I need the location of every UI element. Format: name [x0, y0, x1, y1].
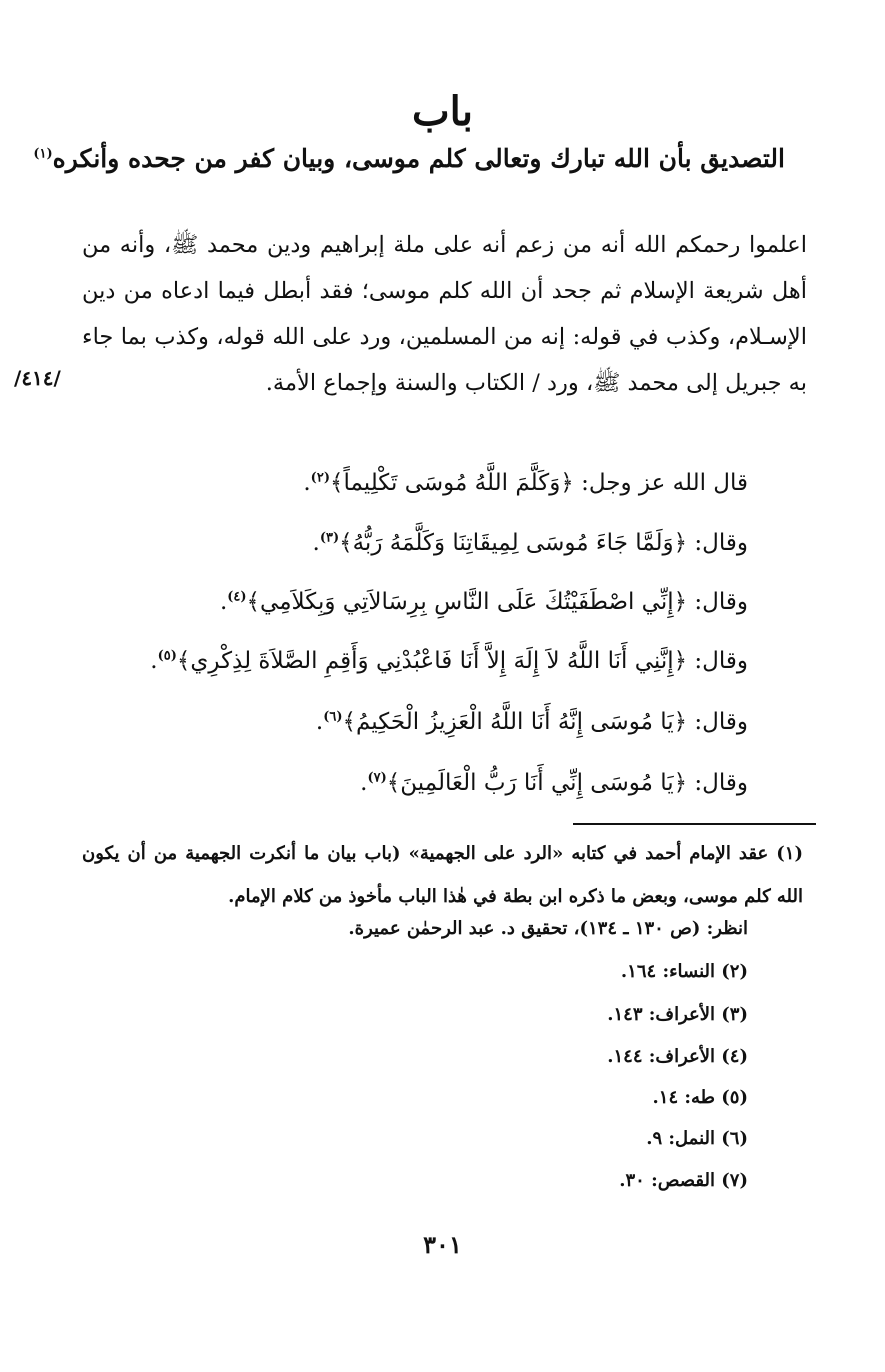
body-paragraph: اعلموا رحمكم الله أنه من زعم أنه على ملة إبراهيم ودين محمد ﷺ، وأنه من أهل شريعة الإسلام ثم جحد أن الله كلم موسى؛ فقد أبطل فيما ادعاه من دين الإسـلام، وكذب في قوله: إنه من المسلمين، ورد على الله قوله، وكذب بما جاء به جبريل إلى محمد ﷺ، ورد / الكتاب والسنة وإجماع الأمة.: [82, 232, 807, 396]
quran-quote: وقال: ﴿وَلَمَّا جَاءَ مُوسَى لِمِيقَاتِنَا وَكَلَّمَهُ رَبُّهُ﴾$^{(٣)}$.: [312, 530, 748, 556]
footnote-1: (١) عقد الإمام أحمد في كتابه «الرد على الجهمية» (باب بيان ما أنكرت الجهمية من أن يكون الله كلم موسى، وبعض ما ذكره ابن بطة في هٰذا الباب مأخوذ من كلام الإمام.: [82, 843, 803, 907]
footnote-2: (٢) النساء: ١٦٤.: [620, 961, 748, 982]
footnote-marker: (٧): [367, 770, 387, 786]
quote-text: وقال: ﴿وَلَمَّا جَاءَ مُوسَى لِمِيقَاتِنَا وَكَلَّمَهُ رَبُّهُ﴾: [339, 530, 748, 556]
footnote-6: (٦) النمل: ٩.: [646, 1128, 748, 1149]
footnote-7: (٧) القصص: ٣٠.: [619, 1170, 748, 1191]
footnote-marker: (٤): [227, 589, 247, 605]
chapter-heading: باب: [412, 88, 473, 135]
quran-quote: وقال: ﴿إِنِّي اصْطَفَيْتُكَ عَلَى النَّاسِ بِرِسَالاَتِي وَبِكَلاَمِي﴾$^{(٤)}$.: [219, 589, 748, 615]
footnote-3: (٣) الأعراف: ١٤٣.: [607, 1004, 748, 1025]
quran-quote: وقال: ﴿إِنَّنِي أَنَا اللَّهُ لاَ إِلَهَ إِلاَّ أَنَا فَاعْبُدْنِي وَأَقِمِ الصَّلاَةَ لِذِكْرِي﴾$^{(٥)}$.: [150, 648, 748, 674]
quote-text: قال الله عز وجل: ﴿وَكَلَّمَ اللَّهُ مُوسَى تَكْلِيماً﴾: [329, 470, 748, 496]
quote-text: وقال: ﴿إِنَّنِي أَنَا اللَّهُ لاَ إِلَهَ إِلاَّ أَنَا فَاعْبُدْنِي وَأَقِمِ الصَّلاَةَ لِذِكْرِي﴾: [176, 648, 748, 674]
subheading-text: التصديق بأن الله تبارك وتعالى كلم موسى، وبيان كفر من جحده وأنكره: [52, 144, 785, 173]
footnote-1-source: انظر: (ص ١٣٠ ـ ١٣٤)، تحقيق د. عبد الرحمٰن عميرة.: [348, 918, 748, 939]
quote-text: وقال: ﴿يَا مُوسَى إِنَّهُ أَنَا اللَّهُ الْعَزِيزُ الْحَكِيمُ﴾: [342, 709, 748, 735]
quote-text: وقال: ﴿يَا مُوسَى إِنِّي أَنَا رَبُّ الْعَالَمِينَ﴾: [386, 770, 748, 796]
footnote-marker: (١): [33, 146, 53, 162]
margin-page-reference: /٤١٤/: [14, 366, 61, 390]
footnote-marker: (٥): [157, 648, 177, 664]
footnote-divider: [573, 823, 816, 825]
footnote-marker: (٢): [310, 470, 330, 486]
quran-quote: قال الله عز وجل: ﴿وَكَلَّمَ اللَّهُ مُوسَى تَكْلِيماً﴾$^{(٢)}$.: [303, 470, 748, 496]
quote-text: وقال: ﴿إِنِّي اصْطَفَيْتُكَ عَلَى النَّاسِ بِرِسَالاَتِي وَبِكَلاَمِي﴾: [246, 589, 748, 615]
footnote-marker: (٦): [323, 709, 343, 725]
quran-quote: وقال: ﴿يَا مُوسَى إِنَّهُ أَنَا اللَّهُ الْعَزِيزُ الْحَكِيمُ﴾$^{(٦)}$.: [315, 709, 748, 735]
chapter-subheading: [33, 144, 785, 173]
footnote-marker: (٣): [319, 530, 340, 546]
page-number: ٣٠١: [423, 1230, 462, 1259]
quran-quote: وقال: ﴿يَا مُوسَى إِنِّي أَنَا رَبُّ الْعَالَمِينَ﴾$^{(٧)}$.: [360, 770, 748, 796]
footnote-5: (٥) طه: ١٤.: [652, 1087, 748, 1108]
footnote-4: (٤) الأعراف: ١٤٤.: [607, 1046, 748, 1067]
